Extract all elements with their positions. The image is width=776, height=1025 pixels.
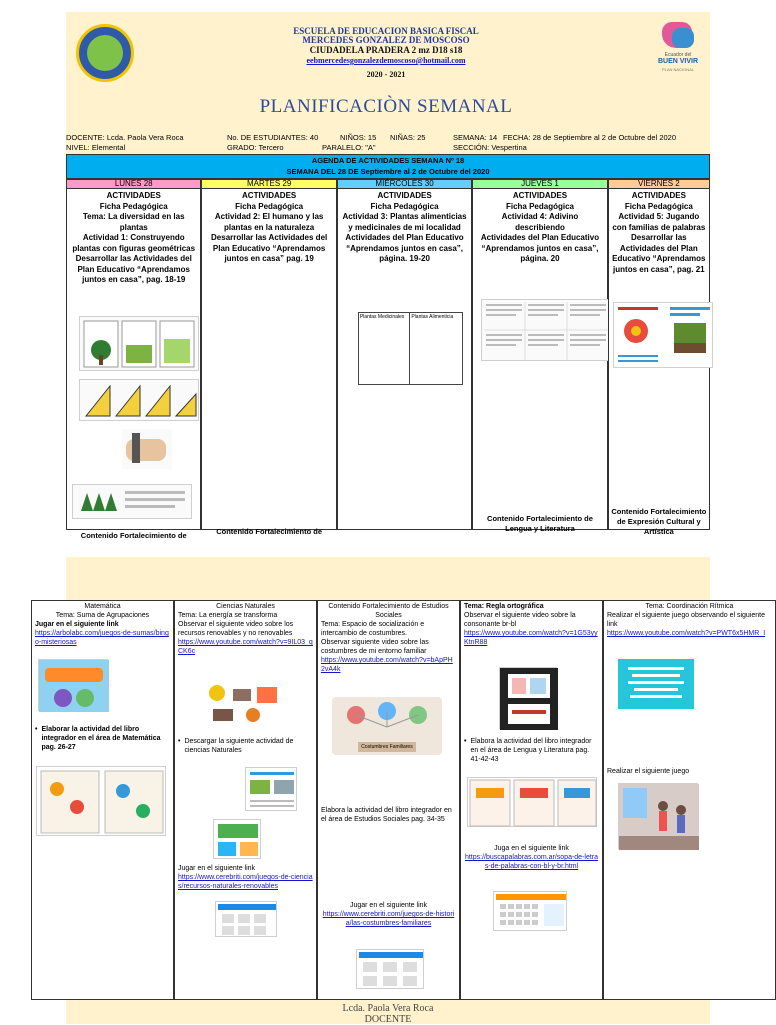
rhythm-column: Tema: Coordinación Rítmica Realizar el siguiente juego observando el siguiente link https://www.youtube.com/watch?v=PWT6x5HMR_I Realizar el siguiente juego bbox=[603, 600, 776, 1000]
trees-worksheet-image bbox=[72, 484, 192, 519]
day-thursday: JUEVES 1 bbox=[472, 179, 607, 189]
science-game-image bbox=[215, 901, 277, 937]
tuesday-bottom-note: Contenido Fortalecimiento de bbox=[216, 527, 323, 536]
science-worksheet-image bbox=[245, 767, 297, 811]
wednesday-column: ACTIVIDADES Ficha Pedagógica Actividad 3: Plantas alimenticias y medicinales de mi localidad Actividades del Plan Educativo “Aprendamos juntos en casa”, página. 19-20 Plantas Medicinales Plantas Alimenticia bbox=[337, 189, 472, 530]
plants-table: Plantas Medicinales Plantas Alimenticia bbox=[358, 312, 463, 385]
language-topic: Tema: Regla ortográfica bbox=[464, 603, 544, 610]
science-worksheet-image-2 bbox=[213, 819, 261, 859]
day-header-row bbox=[66, 179, 710, 189]
riddles-worksheet-image bbox=[481, 299, 609, 361]
social-game-link[interactable]: https://www.cerebriti.com/juegos-de-historia/las-costumbres-familiares bbox=[322, 911, 455, 927]
info-ninas: NIÑAS: 25 bbox=[390, 133, 426, 142]
thursday-column: ACTIVIDADES Ficha Pedagógica Actividad 4: Adivino describiendo Actividades del Plan Educativo “Aprendamos juntos en casa”, página. 20 Contenido Fortalecimiento de Lengua y Literatura bbox=[472, 189, 607, 530]
friday-bottom-note: Contenido Fortalecimiento de Expresión Cultural y Artística bbox=[611, 507, 707, 536]
school-email-link[interactable]: eebmercedesgonzalezdemoscoso@hotmail.com bbox=[306, 56, 466, 65]
energy-resources-image bbox=[203, 679, 283, 725]
science-download-activity: Descargar la siguiente actividad de ciencias Naturales bbox=[184, 738, 294, 754]
family-customs-image: Costumbres Familiares bbox=[332, 697, 442, 755]
info-estudiantes: No. DE ESTUDIANTES: 40 bbox=[227, 133, 319, 142]
planning-page-2 bbox=[35, 557, 766, 1025]
science-game-link[interactable]: https://www.cerebriti.com/juegos-de-ciencias/recursos-naturales-renovables bbox=[178, 874, 313, 890]
word-families-image bbox=[613, 302, 713, 368]
monday-bottom-note: Contenido Fortalecimiento de bbox=[80, 531, 187, 540]
worksheet-image bbox=[79, 316, 199, 371]
bingo-game-image bbox=[38, 659, 108, 711]
school-address: CIUDADELA PRADERA 2 mz D18 s18 bbox=[309, 45, 463, 55]
social-game-image bbox=[356, 949, 424, 989]
thursday-bottom-note: Contenido Fortalecimiento de Lengua y Literatura bbox=[487, 514, 593, 533]
info-paralelo: PARALELO: "A" bbox=[322, 143, 376, 152]
rhythm-topic: Tema: Coordinación Rítmica bbox=[645, 603, 734, 610]
math-game-link[interactable]: https://arbolabc.com/juegos-de-sumas/bingo-misteriosas bbox=[35, 630, 169, 646]
info-fecha: FECHA: 28 de Septiembre al 2 de Octubre del 2020 bbox=[503, 133, 677, 142]
language-book-activity: Elabora la actividad del libro integrador en el área de Lengua y Literatura pag. 41-42-43 bbox=[470, 738, 592, 763]
br-bl-video-image bbox=[499, 667, 557, 729]
geometric-shapes-image bbox=[79, 379, 199, 421]
science-video-link[interactable]: https://www.youtube.com/watch?v=9IL03_qCK6c bbox=[178, 639, 313, 655]
friday-column: ACTIVIDADES Ficha Pedagógica Actividad 5: Jugando con familias de palabras Desarrollar las Actividades del Plan Educativo “Aprendamos juntos en casa”, pag. 21 Contenido Fortalecimiento de Expresión Cultural y Artística bbox=[608, 189, 710, 530]
rhythm-video-link[interactable]: https://www.youtube.com/watch?v=PWT6x5HMR_I bbox=[607, 630, 766, 637]
word-search-image bbox=[493, 891, 567, 931]
info-grado: GRADO: Tercero bbox=[227, 143, 284, 152]
buen-vivir-logo: Ecuador del BUEN VIVIR PLAN NACIONAL bbox=[654, 22, 702, 74]
social-studies-title: Contenido Fortalecimiento de Estudios Sociales bbox=[328, 603, 449, 619]
day-tuesday: MARTES 29 bbox=[201, 179, 336, 189]
day-friday: VIERNES 2 bbox=[608, 179, 710, 189]
footer-teacher-name: Lcda. Paola Vera Roca bbox=[342, 1003, 434, 1014]
activities-grid-2 bbox=[31, 600, 776, 1000]
agenda-banner: AGENDA DE ACTIVIDADES SEMANA Nº 18 SEMANA DEL 28 DE Septiembre al 2 de Octubre del 2020 bbox=[66, 154, 710, 179]
tuesday-column: ACTIVIDADES Ficha Pedagógica Actividad 2: El humano y las plantas en la naturaleza Desarrollar las Actividades del Plan Educativo “Aprendamos juntos en casa” pag. 19 Contenido Fortalecimiento de bbox=[201, 189, 336, 530]
rhythm-game-image bbox=[618, 783, 698, 849]
math-book-activity: Elaborar la actividad del libro integrador en el área de Matemática pag. 26-27 bbox=[41, 726, 161, 751]
language-video-link[interactable]: https://www.youtube.com/watch?v=1G53yyKtnR88 bbox=[464, 630, 598, 646]
activities-grid bbox=[66, 189, 710, 540]
math-book-image bbox=[36, 766, 166, 836]
school-year: 2020 - 2021 bbox=[366, 70, 406, 79]
rhythm-video-image bbox=[618, 659, 694, 709]
monday-column: ACTIVIDADES Ficha Pedagógica Tema: La diversidad en las plantas Actividad 1: Construyendo plantas con figuras geométricas Desarrollar las Actividades del Plan Educativo “Aprendamos juntos en casa”, pag. 18-19 Contenido Fortalecimiento de bbox=[66, 189, 201, 530]
footer-teacher-role: DOCENTE bbox=[364, 1014, 412, 1025]
school-name: ESCUELA DE EDUCACION BASICA FISCAL bbox=[293, 26, 479, 36]
science-title: Ciencias Naturales bbox=[216, 603, 275, 610]
school-name-2: MERCEDES GONZALEZ DE MOSCOSO bbox=[302, 35, 470, 45]
info-nivel: NIVEL: Elemental bbox=[66, 143, 126, 152]
info-seccion: SECCIÓN: Vespertina bbox=[453, 143, 527, 152]
school-logo bbox=[76, 24, 134, 82]
day-wednesday: MIÉRCOLES 30 bbox=[337, 179, 472, 189]
language-game-link[interactable]: https://buscapalabras.com.ar/sopa-de-letras-de-palabras-con-bl-y-br.html bbox=[464, 854, 599, 870]
info-semana: SEMANA: 14 bbox=[453, 133, 498, 142]
math-column: Matemática Tema: Suma de Agrupaciones Jugar en el siguiente link https://arbolabc.com/juegos-de-sumas/bingo-misteriosas • Elaborar la actividad del libro integrador en el área de Matemática pag. 26-27 bbox=[31, 600, 174, 1000]
planning-page-1 bbox=[66, 12, 710, 540]
info-docente: DOCENTE: Lcda. Paola Vera Roca bbox=[66, 133, 184, 142]
hands-image bbox=[122, 429, 172, 469]
language-book-image bbox=[467, 777, 597, 827]
social-video-link[interactable]: https://www.youtube.com/watch?v=bApPH2vA4k bbox=[321, 657, 453, 673]
math-title: Matemática bbox=[84, 603, 121, 610]
info-ninos: NIÑOS: 15 bbox=[340, 133, 377, 142]
page-title: PLANIFICACIÒN SEMANAL bbox=[259, 96, 513, 117]
social-studies-column: Contenido Fortalecimiento de Estudios Sociales Tema: Espacio de socialización e intercambio de costumbres. Observar siguiente video sobre las costumbres de mi entorno familiar https://www.youtube.com/watch?v=bApPH2vA4k Costumbres Familiares Elabora la actividad del libro integrador en el área de Estudios Sociales pag. 34-35 Jugar en el siguiente link https://www.cerebriti.com/juegos-de-historia/las-costumbres-familiares bbox=[317, 600, 460, 1000]
language-column: Tema: Regla ortográfica Observar el siguiente video sobre la consonante br-bl https://www.youtube.com/watch?v=1G53yyKtnR88 • Elabora la actividad del libro integrador en el área de Lengua y Literatura pag. 41-42-43 Juga en el siguiente link https://buscapalabras.com.ar/sopa-de-letras-de-palabras-con-bl-y-br.html bbox=[460, 600, 603, 1000]
science-column: Ciencias Naturales Tema: La energía se transforma Observar el siguiente video sobre los recursos renovables y no renovables https://www.youtube.com/watch?v=9IL03_qCK6c • Descargar la siguiente actividad de ciencias Naturales Jugar en el siguiente link https://www.cerebriti.com/juegos-de-ciencias/recursos-naturales-renovables bbox=[174, 600, 317, 1000]
day-monday: LUNES 28 bbox=[66, 179, 201, 189]
